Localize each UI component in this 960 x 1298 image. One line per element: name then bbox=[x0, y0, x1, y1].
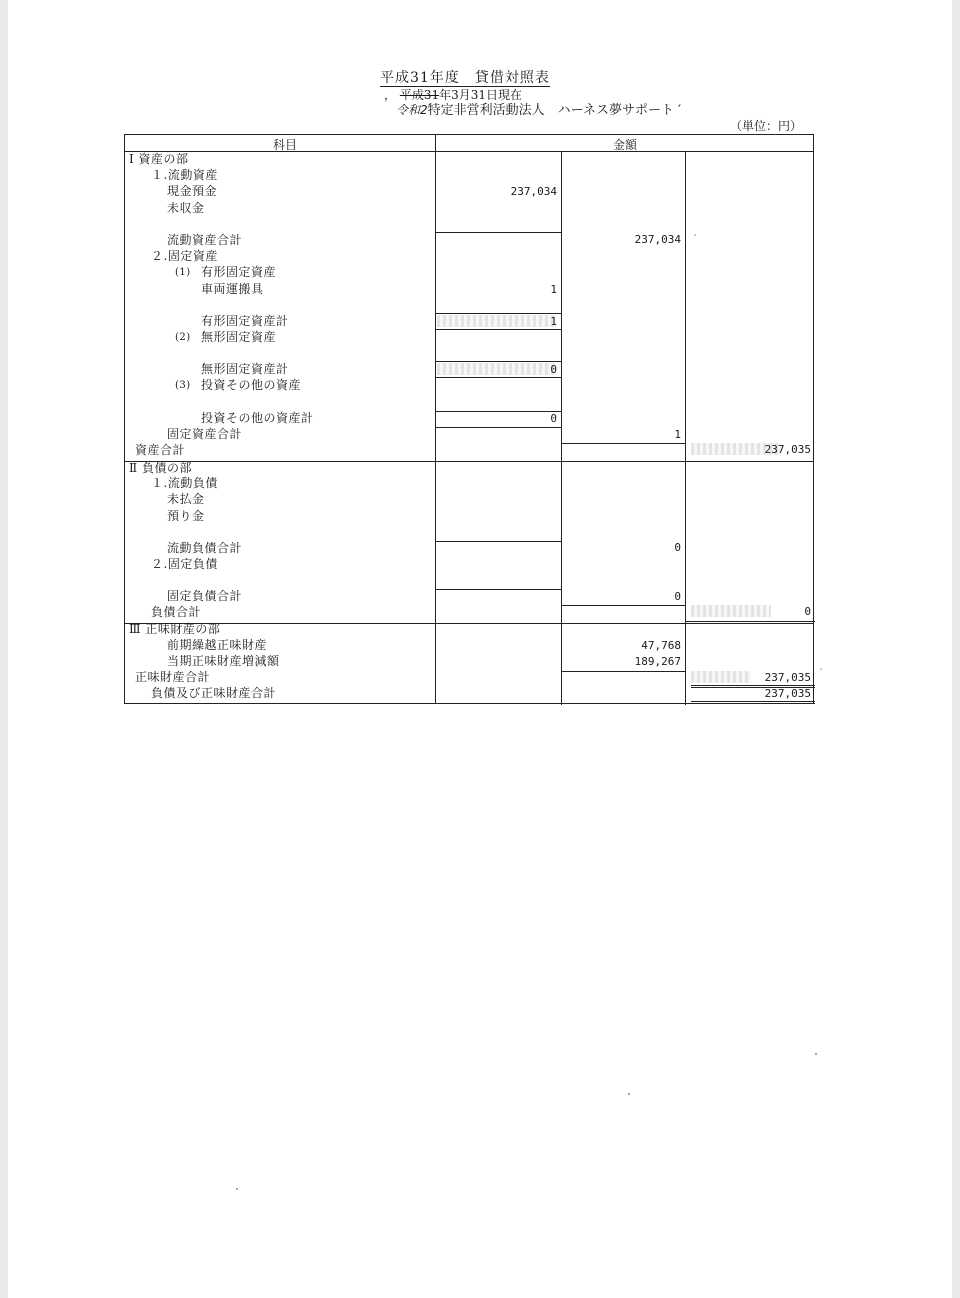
document-title: 平成31年度 貸借対照表 bbox=[380, 70, 550, 86]
value-tangible-total: 1 bbox=[550, 315, 557, 328]
row-number: (3) bbox=[175, 380, 191, 391]
page-frame-right bbox=[952, 0, 960, 1298]
subtotal-line bbox=[435, 313, 561, 314]
row-label: 無形固定資産計 bbox=[201, 362, 289, 376]
value-cash-deposits: 237,034 bbox=[510, 185, 557, 198]
subtotal-line bbox=[435, 329, 561, 330]
row-number: (1) bbox=[175, 267, 191, 278]
row-label: 有形固定資産 bbox=[201, 265, 277, 279]
row-label: Ⅰ 資産の部 bbox=[129, 152, 189, 166]
page-frame-left bbox=[0, 0, 8, 1298]
row-label: ２.固定資産 bbox=[151, 249, 218, 263]
row-label: 当期正味財産増減額 bbox=[167, 654, 280, 668]
subtotal-line bbox=[435, 232, 561, 233]
unit-label: （単位：円） bbox=[730, 119, 803, 133]
section-divider-net-assets bbox=[125, 623, 813, 624]
value-total-net-assets: 237,035 bbox=[764, 671, 811, 684]
subtotal-line bbox=[435, 541, 561, 542]
value-total-assets: 237,035 bbox=[764, 443, 811, 456]
row-label: 正味財産合計 bbox=[135, 670, 211, 684]
row-label: 資産合計 bbox=[135, 443, 186, 457]
subtotal-line bbox=[561, 605, 685, 606]
row-label: 投資その他の資産 bbox=[201, 378, 302, 392]
row-label: 流動資産合計 bbox=[167, 233, 243, 247]
header-divider bbox=[125, 151, 813, 152]
check-mark: ′ bbox=[694, 234, 697, 245]
scan-speck bbox=[628, 1093, 630, 1095]
value-intangible-total: 0 bbox=[550, 363, 557, 376]
column-divider-2 bbox=[561, 151, 562, 705]
subtotal-line bbox=[685, 621, 815, 622]
row-label: １.流動負債 bbox=[151, 476, 218, 490]
row-label: 預り金 bbox=[167, 509, 205, 523]
subtotal-line bbox=[435, 427, 561, 428]
value-investments-total: 0 bbox=[550, 412, 557, 425]
subtotal-line bbox=[435, 377, 561, 378]
date-prefix: ， bbox=[384, 88, 397, 102]
value-fixed-liabilities-total: 0 bbox=[674, 590, 681, 603]
date-rest: 年3月31日現在 bbox=[439, 88, 523, 102]
column-divider-1 bbox=[435, 135, 436, 703]
grand-total-rule bbox=[691, 701, 815, 704]
value-prior-net-assets: 47,768 bbox=[641, 639, 681, 652]
document-date bbox=[384, 88, 522, 102]
row-label: ２.固定負債 bbox=[151, 557, 218, 571]
row-label: Ⅱ 負債の部 bbox=[129, 461, 192, 475]
check-mark: ′ bbox=[820, 668, 823, 679]
row-label: 車両運搬具 bbox=[201, 282, 264, 296]
value-current-assets-total: 237,034 bbox=[634, 233, 681, 246]
row-label: 負債及び正味財産合計 bbox=[151, 686, 277, 700]
header-item: 科目 bbox=[272, 138, 297, 152]
section-divider-liabilities bbox=[125, 461, 813, 462]
row-number: (2) bbox=[175, 332, 191, 343]
row-label: 現金預金 bbox=[167, 184, 218, 198]
scan-speck bbox=[815, 1053, 817, 1055]
row-label: 未払金 bbox=[167, 492, 205, 506]
row-label: 無形固定資産 bbox=[201, 330, 277, 344]
subtotal-line bbox=[561, 671, 685, 672]
value-total-liabilities-and-net-assets: 237,035 bbox=[764, 687, 811, 700]
value-fixed-assets-total: 1 bbox=[674, 428, 681, 441]
scan-speck bbox=[236, 1188, 238, 1190]
subtotal-line bbox=[561, 443, 685, 444]
row-label: 流動負債合計 bbox=[167, 541, 243, 555]
balance-sheet-table bbox=[124, 134, 814, 704]
row-label: 未収金 bbox=[167, 201, 205, 215]
row-label: １.流動資産 bbox=[151, 168, 218, 182]
organization-line bbox=[396, 102, 681, 119]
row-label: 前期繰越正味財産 bbox=[167, 638, 268, 652]
row-label: Ⅲ 正味財産の部 bbox=[129, 622, 221, 636]
value-vehicles: 1 bbox=[550, 283, 557, 296]
value-net-assets-change: 189,267 bbox=[634, 655, 681, 668]
row-label: 有形固定資産計 bbox=[201, 314, 289, 328]
organization-name: 特定非営利活動法人 ハーネス夢サポート bbox=[427, 103, 674, 118]
handwritten-era: 令和2 bbox=[396, 103, 428, 117]
value-total-liabilities: 0 bbox=[804, 605, 811, 618]
subtotal-line bbox=[435, 589, 561, 590]
row-label: 固定資産合計 bbox=[167, 427, 243, 441]
date-struck-era: 平成31 bbox=[399, 88, 440, 102]
value-current-liabilities-total: 0 bbox=[674, 541, 681, 554]
check-mark: ′ bbox=[678, 103, 682, 118]
subtotal-line bbox=[435, 361, 561, 362]
header-amount: 金額 bbox=[612, 138, 637, 152]
row-label: 投資その他の資産計 bbox=[201, 411, 314, 425]
row-label: 負債合計 bbox=[151, 605, 202, 619]
row-label: 固定負債合計 bbox=[167, 589, 243, 603]
